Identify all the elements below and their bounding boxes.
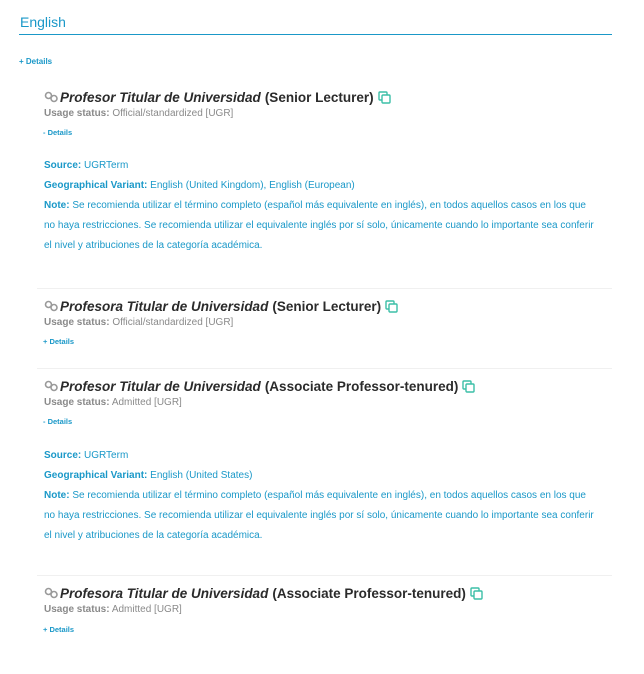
usage-status-value: Admitted [UGR] <box>111 397 182 408</box>
note-label: Note: <box>44 200 70 211</box>
usage-status-value: Official/standardized [UGR] <box>112 108 234 119</box>
usage-status-label: Usage status: <box>44 604 110 615</box>
source-label: Source: <box>44 450 82 461</box>
geo-value: English (United Kingdom), English (European) <box>150 180 355 191</box>
note-text: Se recomienda utilizar el término completo (español más equivalente en inglés), en todos aquellos casos en los que <box>72 200 586 211</box>
note-line <box>44 486 609 506</box>
usage-status-value: Admitted [UGR] <box>111 604 182 615</box>
copy-icon[interactable] <box>385 300 398 313</box>
usage-status-label: Usage status: <box>44 108 110 119</box>
term-english: (Associate Professor-tenured) <box>272 585 466 601</box>
geo-value: English (United States) <box>150 470 253 481</box>
section-details-toggle[interactable]: + Details <box>19 57 53 66</box>
link-icon <box>44 380 59 392</box>
note-text: Se recomienda utilizar el término completo (español más equivalente en inglés), en todos aquellos casos en los que <box>72 490 586 501</box>
note-line: el nivel y atribuciones de la categoría académica. <box>44 240 263 251</box>
term-heading <box>44 88 391 106</box>
geo-row <box>44 466 609 486</box>
source-label: Source: <box>44 160 82 171</box>
term-entry <box>37 575 612 656</box>
term-spanish: Profesor Titular de Universidad <box>60 378 261 394</box>
details-toggle[interactable]: + Details <box>43 625 75 634</box>
note-line <box>44 196 609 216</box>
term-entry <box>37 288 612 367</box>
term-english: (Associate Professor-tenured) <box>264 378 459 394</box>
usage-status <box>44 604 182 615</box>
section-divider <box>19 34 612 35</box>
geo-label: Geographical Variant: <box>44 180 148 191</box>
term-spanish: Profesor Titular de Universidad <box>60 89 261 105</box>
entry-details <box>44 446 609 546</box>
details-toggle[interactable]: - Details <box>43 417 73 426</box>
section-title: English <box>20 14 66 30</box>
note-line: no haya restricciones. Se recomienda utilizar el equivalente inglés por sí solo, únicamente cuando lo importante sea conferir <box>44 510 594 521</box>
term-heading <box>44 297 398 315</box>
term-entry <box>37 368 612 569</box>
geo-label: Geographical Variant: <box>44 470 148 481</box>
usage-status-label: Usage status: <box>44 317 110 328</box>
usage-status-label: Usage status: <box>44 397 110 408</box>
source-row <box>44 446 609 466</box>
source-link[interactable]: UGRTerm <box>84 160 129 171</box>
source-link[interactable]: UGRTerm <box>84 450 129 461</box>
term-spanish: Profesora Titular de Universidad <box>60 298 269 314</box>
usage-status <box>44 317 233 328</box>
term-english: (Senior Lecturer) <box>264 89 374 105</box>
term-heading <box>44 584 483 602</box>
source-row <box>44 156 609 176</box>
note-line: el nivel y atribuciones de la categoría académica. <box>44 530 263 541</box>
details-toggle[interactable]: + Details <box>43 337 75 346</box>
note-label: Note: <box>44 490 70 501</box>
link-icon <box>44 91 59 103</box>
usage-status <box>44 397 182 408</box>
entry-details <box>44 156 609 256</box>
usage-status-value: Official/standardized [UGR] <box>112 317 234 328</box>
link-icon <box>44 587 59 599</box>
term-entry <box>37 88 612 268</box>
usage-status <box>44 108 233 119</box>
term-heading <box>44 377 475 395</box>
copy-icon[interactable] <box>378 91 391 104</box>
term-spanish: Profesora Titular de Universidad <box>60 585 269 601</box>
details-toggle[interactable]: - Details <box>43 128 73 137</box>
link-icon <box>44 300 59 312</box>
copy-icon[interactable] <box>470 587 483 600</box>
geo-row <box>44 176 609 196</box>
copy-icon[interactable] <box>462 380 475 393</box>
note-line: no haya restricciones. Se recomienda utilizar el equivalente inglés por sí solo, únicamente cuando lo importante sea conferir <box>44 220 594 231</box>
term-english: (Senior Lecturer) <box>272 298 382 314</box>
